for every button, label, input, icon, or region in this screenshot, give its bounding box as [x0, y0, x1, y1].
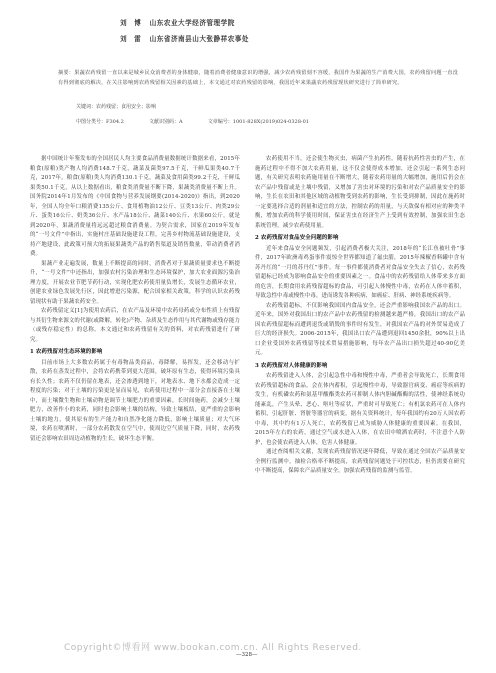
paragraph: 农药残留超标，不仅影响我国国内食品安全，还会严重影响我国农产品的出口。近年来，国外对我国出口的农产品中农药残留的检测越来越严格，我国出口的农产品因农药残留超标而遭到退货或销毁的事件时有发生，对我国农产品的对外贸易造成了巨大的经济损失。2006-2015年，我国出口农产品遭到退回1450余批，90%以上出口企业受国外农药残留等技术贸易措施影响，每年农产品出口损失超过40-90亿美元。: [255, 302, 465, 356]
left-column: [30, 155, 240, 650]
paragraph: 据中国统计年鉴发布的全国居民人均主要食品消费量数据统计数据来看，2015年粮食(原粮)类产物人均消费148.7千克，蔬菜及菌类97.5千克，干鲜瓜果类40.7千克，2017年，粮食(原粮)类人均消费130.1千克，蔬菜及食用菌类99.2千克，干鲜瓜果类50.1千克，从以上数据看出，粮食类消费量不断下降，果蔬类消费量不断上升。国务院2014年1月发布的《中国食物与营养发展纲要(2014-2020)》指出，到2020年，全国人均全年口粮消费135公斤、食用植物油12公斤、豆类13公斤、肉类29公斤、蛋类16公斤、奶类36公斤、水产品18公斤、蔬菜140公斤、水果60公斤。就是到2020年，果蔬消费量将远远超过粮食消费量。为契合需求，国家在2019年发布的“一号文件”中指出，实施村庄基础设施建设工程，完善乡村物流基础设施建设，支持产地建设，此政策可预大的拓展果蔬类产品的销售渠道及销售数量，带动消费者消费。: [30, 156, 240, 257]
paragraph: 果蔬产业走遍发展，数量上不断提高的同时，消费者对于果蔬质量要求也不断提升，“一号文件”中还指出，加强农村污染治理和生态环境保护，加大农业面源污染治理力度，开展农业节肥节药行动，实现化肥农药使用量负增长，发展生态循环农业，创建农业绿色发展先行区，因此增进污染源，配合国家相关政策，科学的认识农药残留现状有助于果蔬农药安全。: [30, 260, 240, 305]
paragraph: 农药残留进入人体，会引起急性中毒和慢性中毒，严重者会导致死亡，长期食用农药残留超标的食品，会在体内蓄积，引起慢性中毒，导致器官病变、癌症等疾病的发生，有机磷农药和氨基甲酸酯类农药可抑制人体内胆碱酯酶的活性，使神经系统功能紊乱，产生头晕、恶心、呕吐等症状，严重时可导致死亡；有机氯农药可在人体内蓄积，引起肝脏、肾脏等器官的病变，据有关资料统计，每年我国约有20万人因农药中毒，其中约有1万人死亡，农药残留已成为威胁人体健康的重要因素。在我国，2015年左右的农药，通过空气或水进入人体，在农田中喷洒农药时，不注意个人防护，也会使农药进入人体，危害人体健康。: [255, 373, 465, 446]
keywords: 关键词：农药残留；食用安全；影响: [76, 104, 157, 110]
paragraph: 目前市场上大多数农药属于有毒物品类商品，毒降解，易挥发，还会移动与扩散，农药在蒸发过程中，会将农药携带到更大范围，破坏原有生态，使得环境污染具有长久性；农药不仅仍留在地表，还会渗透到地下，对地表水、地下水都会造成一定程度的污染；对于土壤的污染更是显而易见，农药使用过程中一部分会直接落在土壤中，而土壤微生物和土壤动物是调节土壤肥力的重要因素，长时间施药，会减少土壤肥力，改善作小的农药，同时也会影响土壤的结构，导致土壤板结，更严重的会影响土壤的地力，使其原有的生产能力和自然净化能力降低，影响土壤质量；对大气环境，农药在喷洒时，一部分农药散发在空气中，使周边空气质量下降，同时，农药残留还会影响农田周边动植物的生长，破坏生态平衡。: [30, 359, 240, 442]
section-heading: 1 农药残留对生态环境的影响: [30, 349, 103, 355]
right-column: [255, 155, 465, 650]
section-heading: 3 农药残留对人体健康的影响: [255, 362, 328, 369]
author-2-affiliation: 山东省济南县山大张静祥农事处: [149, 35, 249, 43]
author-1-name: 刘 博: [120, 19, 142, 27]
author-2-name: 刘 雷: [120, 35, 142, 43]
doc-code: 文献识别码：A: [148, 119, 183, 125]
article-number: 文章编号：1001-828X(2019)024-0328-01: [207, 119, 309, 125]
meta-line: [76, 118, 309, 125]
paragraph: 农药残留定义[1]为使用农药后，在农产品及环境中农药母药或分布性质上有残留与其衍生物来源文的代谢(或降解，转化)产物、杂质及生态作用与其代谢物或残存能力（或残存稳定性）的总称。本文通过和农药残留有关的资料，对农药残留进行了研究。: [30, 308, 240, 343]
page-number: —328—: [236, 652, 258, 658]
section-heading: 2 农药残留对食品安全问题的影响: [255, 235, 339, 241]
copyright-footer: Copyright©博看网 www.bookan.com.cn. All Rights Reserved.: [64, 643, 362, 653]
author-1-affiliation: 山东农业大学经济管理学院: [149, 19, 235, 27]
paragraph: 近年来食品安全问题频发，引起消费者极大关注，2018年的“长江鱼被吐骨”事件，2017年欧洲毒鸡蛋事件震惊全世界都知道了氟虫腈，2015年辣椒香料罐中含有苏丹红的“一月的苏丹红”事件。每一事件都使消费者对食品安全失去了信心，农药残留超标已经成为影响食品安全的重要因素之一。食品中的农药残留给人体带来多方面的危害，长期食用农药残留超标的食品，可引起人体慢性中毒，农药在人体中蓄积，导致急性中毒或慢性中毒，进而诱发各种疾病，如癌症、肝病、神经系统疾病等。: [255, 245, 465, 299]
abstract: 摘要：果蔬农药残留一直以来是城乡民众消费者的身体健康，随着消费者健康意识的增强，减少农药残留刻不容缓，我国作为果蔬的生产消费大国，农药残留问题一直没有得到彻底的解决，在关注影响到农药残留相关因素的基础上，本文通过对农药残留的影响、我国近年来果蔬农药残留现状研究进行了简单研究。: [58, 70, 458, 86]
paragraph: 通过查阅相关文献，发现农药残留情况逐年降低，导致在通过全国农产品质量安全例行监测中，抽检合格率不断提高，农药残留问题处于可控状态，但仍需要在研究中不断提高，保障农产品质量安全，加强农药残留的监测与监管。: [255, 449, 465, 474]
clc-code: 中图分类号：F304.2: [76, 119, 124, 125]
author-2: [120, 33, 249, 43]
author-1: [120, 17, 235, 27]
paragraph: 农药使用不当，还会使生物灭虫，病菌产生抗药性，随着抗药性害虫的产生，在施药过程中不得不加大农药用量，这不仅会使得成本增加，还会引起一系列生态问题，有关研究表明农药施用量在不断增大，随着农药用量的大幅增加，施用后仍会在农产品中残留或是土壤中残留，又增加了害虫对环境的污染和对农产品质量安全的影响，生长在农田和其他区域的动植物受到农药的影响，生长受到抑制，因此在施药时一定要选择合适的剂量和适宜的方法，控制农药的用量，与天敌保有相对应的种类平衡，增加农药的科学使用时间，保证害虫在经济生产上受到有效控制，加强农田生态系统管理，减少农药使用量。: [255, 156, 465, 229]
